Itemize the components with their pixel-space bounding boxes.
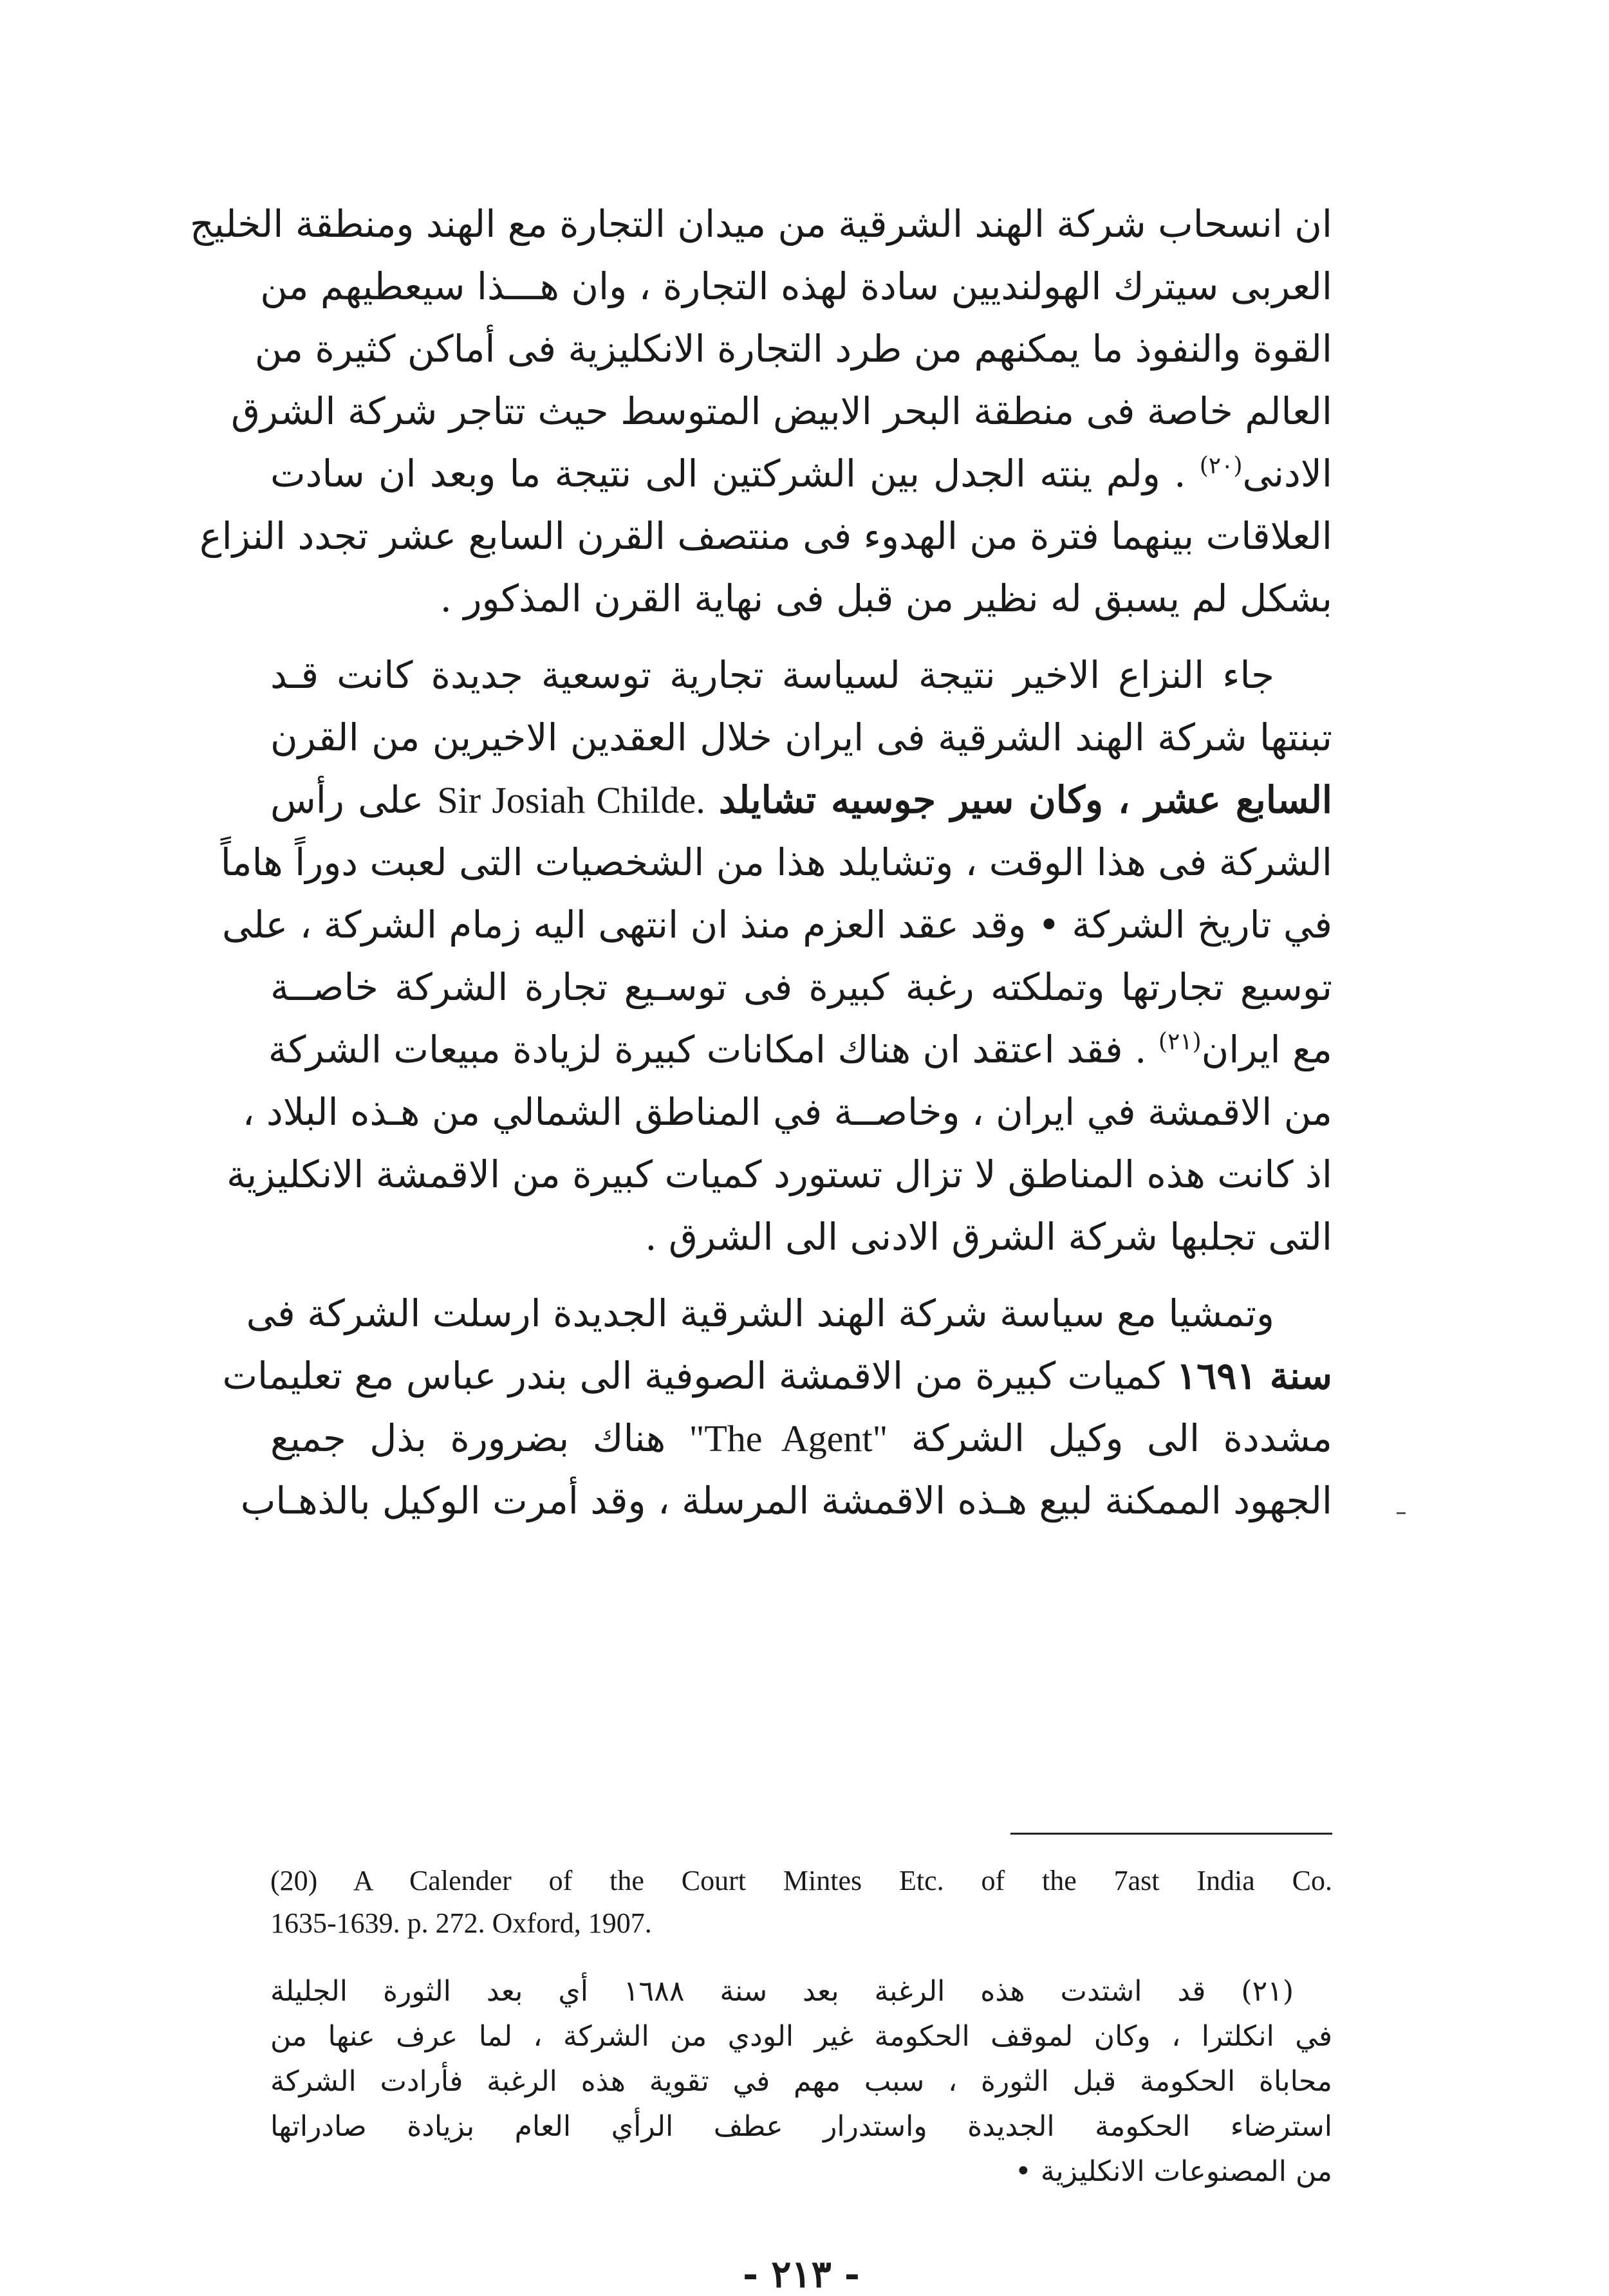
- text-line: من الاقمشة في ايران ، وخاصــة في المناطق الشمالي من هـذه البلاد ،: [242, 1090, 1332, 1134]
- text-fragment: هناك بضرورة بذل جميع: [270, 1416, 666, 1460]
- paragraph-1: [190, 193, 1333, 630]
- book-page: [190, 193, 1333, 2296]
- text-fragment: على رأس: [270, 778, 424, 822]
- year-text: سنة ١٦٩١: [1177, 1354, 1332, 1398]
- footnote-ref-20: (٢٠): [1199, 452, 1243, 479]
- text-line: [270, 769, 1332, 831]
- text-line: توسيع تجارتها وتملكته رغبة كبيرة فى توسـيع تجارة الشركة خاصــة: [270, 965, 1332, 1009]
- text-fragment: كميات كبيرة من الاقمشة الصوفية الى بندر عباس مع تعليمات: [222, 1354, 1165, 1398]
- text-fragment: . ولم ينته الجدل بين الشركتين الى نتيجة ما وبعد ان سادت: [270, 452, 1186, 495]
- text-line: العالم خاصة فى منطقة البحر الابيض المتوسط حيث تتاجر شركة الشرق: [231, 389, 1332, 433]
- footnote-20: [270, 1860, 1332, 1945]
- footnote-divider: [1010, 1833, 1332, 1835]
- text-line: العربى سيترك الهولنديين سادة لهذه التجارة ، وان هـــذا سيعطيهم من: [260, 264, 1332, 308]
- footnote-line: في انكلترا ، وكان لموقف الحكومة غير الودي من الشركة ، لما عرف عنها من: [270, 2020, 1332, 2053]
- text-line: جاء النزاع الاخير نتيجة لسياسة تجارية توسعية جديدة كانت قـد: [270, 653, 1274, 697]
- text-line: [270, 1407, 1332, 1470]
- text-fragment: . فقد اعتقد ان هناك امكانات كبيرة لزيادة مبيعات الشركة: [268, 1028, 1147, 1071]
- text-fragment: الادنى: [1242, 452, 1333, 495]
- text-line: [222, 1345, 1332, 1407]
- text-line: الجهود الممكنة لبيع هـذه الاقمشة المرسلة ، وقد أمرت الوكيل بالذهـاب: [240, 1479, 1332, 1523]
- text-line: [270, 1019, 1332, 1081]
- main-text: [190, 193, 1333, 1532]
- text-line: في تاريخ الشركة • وقد عقد العزم منذ ان انتهى اليه زمام الشركة ، على: [222, 903, 1332, 947]
- text-line: القوة والنفوذ ما يمكنهم من طرد التجارة الانكليزية فى أماكن كثيرة من: [254, 327, 1332, 371]
- text-fragment: مع ايران: [1201, 1028, 1332, 1071]
- footnote-line: محاباة الحكومة قبل الثورة ، سبب مهم في تقوية هذه الرغبة فأرادت الشركة: [270, 2065, 1332, 2098]
- margin-mark: [1397, 1512, 1406, 1514]
- text-line: التى تجلبها شركة الشرق الادنى الى الشرق .: [645, 1215, 1332, 1259]
- latin-term: "The Agent": [689, 1418, 888, 1459]
- text-line: [270, 443, 1332, 505]
- text-fragment: السابع عشر ، وكان سير جوسيه تشايلد: [718, 778, 1333, 822]
- footnote-line: استرضاء الحكومة الجديدة واستدرار عطف الرأي العام بزيادة صادراتها: [270, 2110, 1332, 2143]
- footnote-line: 1635-1639. p. 272. Oxford, 1907.: [270, 1907, 652, 1939]
- paragraph-3: [222, 1282, 1332, 1532]
- text-line: تبنتها شركة الهند الشرقية فى ايران خلال العقدين الاخيرين من القرن: [270, 716, 1332, 759]
- footnote-21: [270, 1969, 1332, 2194]
- text-line: اذ كانت هذه المناطق لا تزال تستورد كميات كبيرة من الاقمشة الانكليزية: [227, 1153, 1332, 1196]
- latin-name: Sir Josiah Childe.: [437, 779, 705, 821]
- footnote-line: من المصنوعات الانكليزية •: [1014, 2155, 1332, 2188]
- text-fragment: مشددة الى وكيل الشركة: [911, 1416, 1332, 1460]
- text-line: العلاقات بينهما فترة من الهدوء فى منتصف القرن السابع عشر تجدد النزاع: [200, 514, 1332, 558]
- text-line: وتمشيا مع سياسة شركة الهند الشرقية الجديدة ارسلت الشركة فى: [246, 1292, 1274, 1335]
- text-line: ان انسحاب شركة الهند الشرقية من ميدان التجارة مع الهند ومنطقة الخليج: [190, 202, 1332, 246]
- footnote-ref-21: (٢١): [1158, 1028, 1202, 1055]
- footnote-line: (٢١) قد اشتدت هذه الرغبة بعد سنة ١٦٨٨ أي بعد الثورة الجليلة: [270, 1975, 1294, 2008]
- footnote-line: (20) A Calender of the Court Mintes Etc. of the 7ast India Co.: [270, 1865, 1332, 1896]
- paragraph-2: [220, 644, 1333, 1268]
- text-line: الشركة فى هذا الوقت ، وتشايلد هذا من الشخصيات التى لعبت دوراً هاماً: [220, 840, 1332, 884]
- page-number: - ٢١٣ -: [743, 2252, 860, 2296]
- text-line: بشكل لم يسبق له نظير من قبل فى نهاية القرن المذكور .: [440, 577, 1332, 620]
